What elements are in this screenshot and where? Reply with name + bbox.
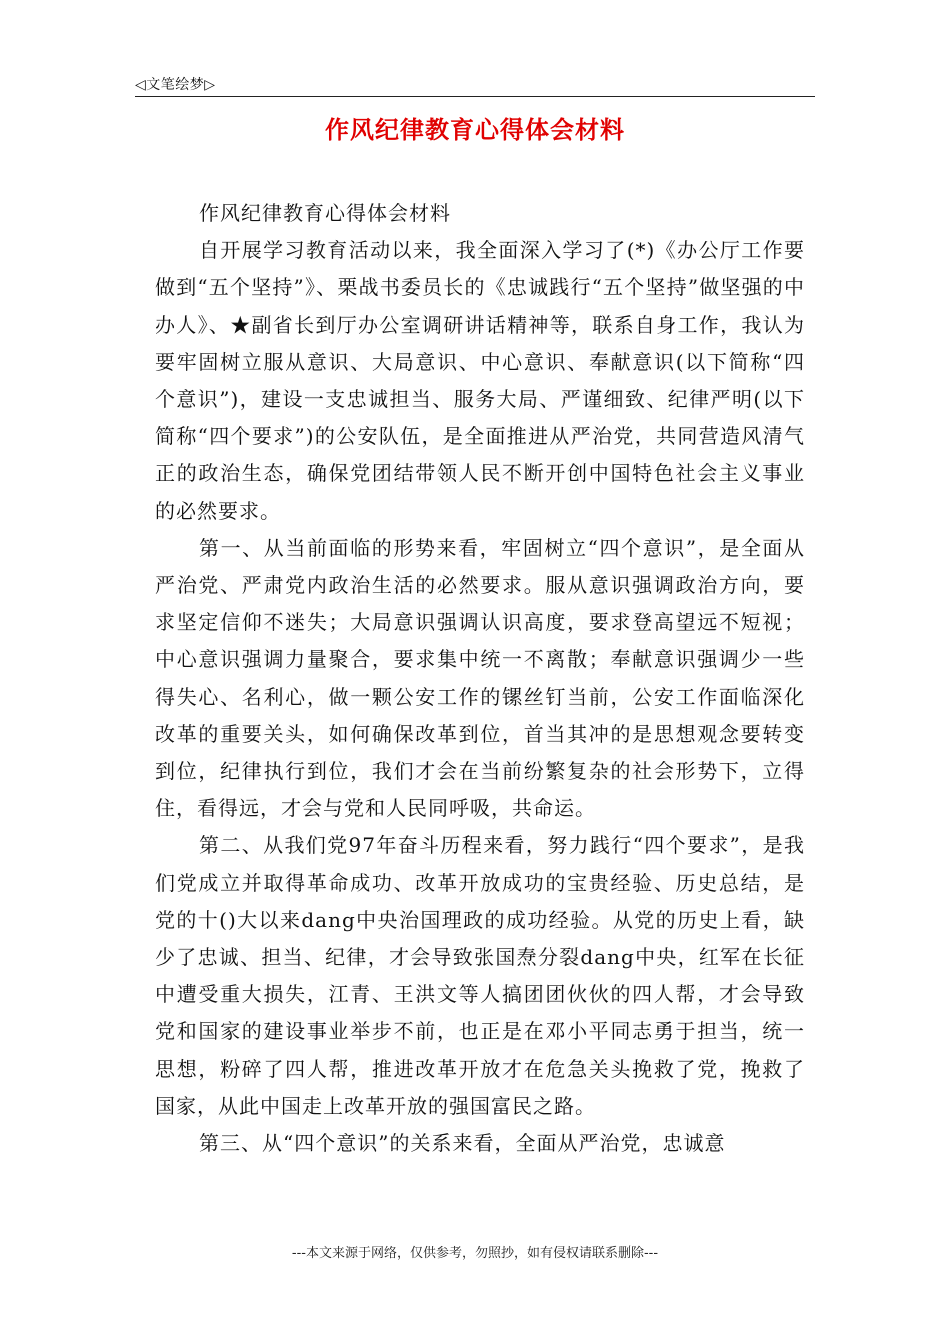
header-brand: ◁文笔绘梦▷ (135, 77, 216, 93)
footer-disclaimer: ---本文来源于网络，仅供参考，勿照抄，如有侵权请联系删除--- (291, 1246, 659, 1261)
paragraph-intro: 自开展学习教育活动以来，我全面深入学习了(*)《办公厅工作要做到“五个坚持”》、栗战书委员长的《忠诚践行“五个坚持”做坚强的中办人》、★副省长到厅办公室调研讲话精神等，联系自身工作，我认为要牢固树立服从意识、大局意识、中心意识、奉献意识(以下简称“四个意识”)，建设一支忠诚担当、服务大局、严谨细致、纪律严明(以下简称“四个要求”)的公安队伍，是全面推进从严治党，共同营造风清气正的政治生态，确保党团结带领人民不断开创中国特色社会主义事业的必然要求。 (155, 238, 805, 523)
paragraph-subtitle: 作风纪律教育心得体会材料 (199, 201, 451, 225)
paragraph-first: 第一、从当前面临的形势来看，牢固树立“四个意识”，是全面从严治党、严肃党内政治生活的必然要求。服从意识强调政治方向，要求坚定信仰不迷失；大局意识强调认识高度，要求登高望远不短视；中心意识强调力量聚合，要求集中统一不离散；奉献意识强调少一些得失心、名利心，做一颗公安工作的镙丝钉当前，公安工作面临深化改革的重要关头，如何确保改革到位，首当其冲的是思想观念要转变到位，纪律执行到位，我们才会在当前纷繁复杂的社会形势下，立得住，看得远，才会与党和人民同呼吸，共命运。 (155, 535, 805, 821)
document-body (155, 195, 805, 1162)
header-divider (135, 96, 815, 97)
paragraph-second: 第二、从我们党97年奋斗历程来看，努力践行“四个要求”，是我们党成立并取得革命成功、改革开放成功的宝贵经验、历史总结，是党的十()大以来dang中央治国理政的成功经验。从党的历史上看，缺少了忠诚、担当、纪律，才会导致张国焘分裂dang中央，红军在长征中遭受重大损失，江青、王洪文等人搞团团伙伙的四人帮，才会导致党和国家的建设事业举步不前，也正是在邓小平同志勇于担当，统一思想，粉碎了四人帮，推进改革开放才在危急关头挽救了党，挽救了国家，从此中国走上改革开放的强国富民之路。 (155, 833, 805, 1118)
document-title: 作风纪律教育心得体会材料 (325, 116, 625, 144)
paragraph-third: 第三、从“四个意识”的关系来看，全面从严治党，忠诚意 (199, 1131, 726, 1156)
